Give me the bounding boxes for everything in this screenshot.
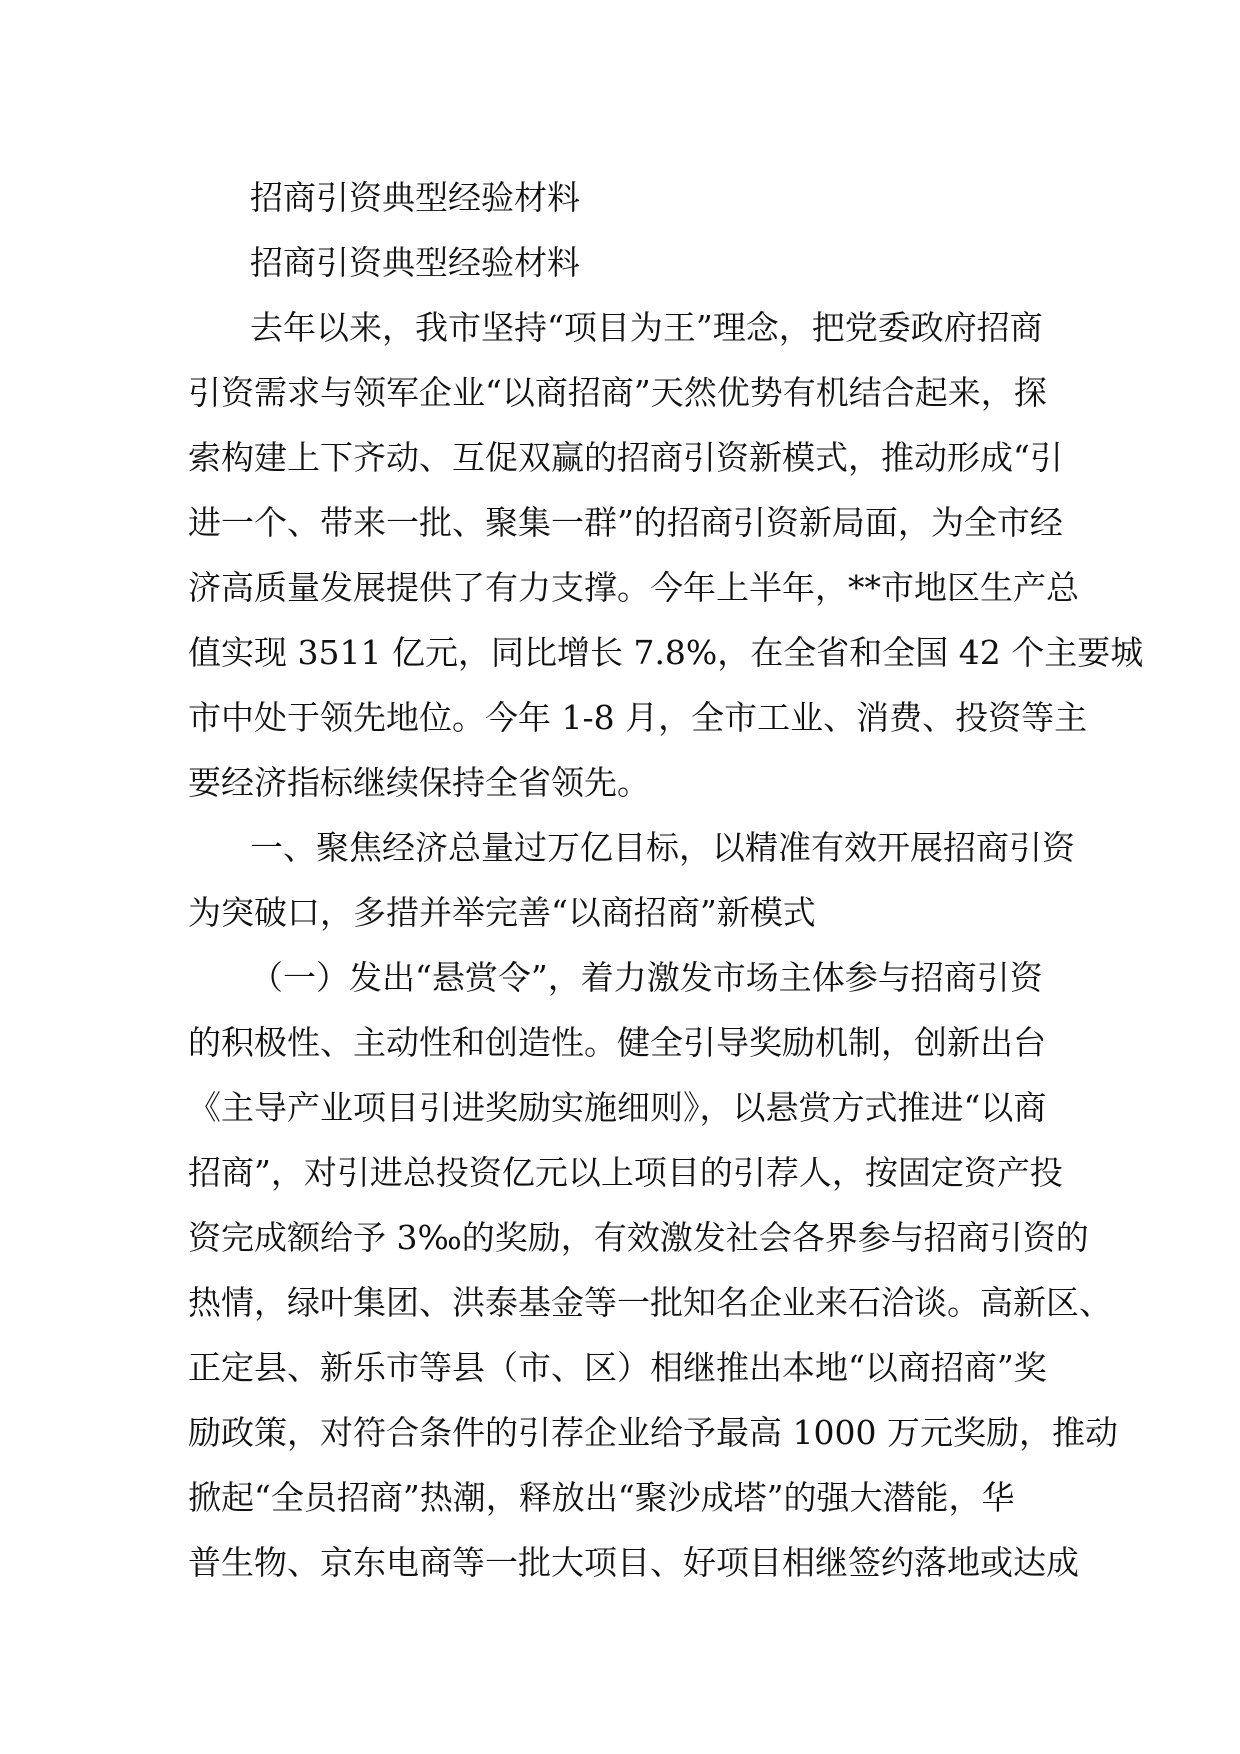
paragraph-line: 值实现 3511 亿元，同比增长 7.8%，在全省和全国 42 个主要城 bbox=[188, 633, 1144, 672]
paragraph-line: 资完成额给予 3‰的奖励，有效激发社会各界参与招商引资的 bbox=[188, 1218, 1089, 1257]
paragraph-line: 的积极性、主动性和创造性。健全引导奖励机制，创新出台 bbox=[188, 1023, 1046, 1062]
paragraph-line: 热情，绿叶集团、洪泰基金等一批知名企业来石洽谈。高新区、 bbox=[188, 1283, 1112, 1322]
paragraph-line: （一）发出“悬赏令”，着力激发市场主体参与招商引资 bbox=[250, 958, 1043, 997]
paragraph-line: 进一个、带来一批、聚集一群”的招商引资新局面，为全市经 bbox=[188, 503, 1063, 542]
paragraph-line: 正定县、新乐市等县（市、区）相继推出本地“以商招商”奖 bbox=[188, 1348, 1047, 1387]
paragraph-line: 市中处于领先地位。今年 1-8 月，全市工业、消费、投资等主 bbox=[188, 698, 1088, 737]
paragraph-line: 掀起“全员招商”热潮，释放出“聚沙成塔”的强大潜能，华 bbox=[188, 1478, 1015, 1517]
paragraph-line: 要经济指标继续保持全省领先。 bbox=[188, 763, 650, 802]
section-heading-line: 为突破口，多措并举完善“以商招商”新模式 bbox=[188, 893, 816, 932]
document-title: 招商引资典型经验材料 bbox=[250, 178, 580, 217]
paragraph-line: 去年以来，我市坚持“项目为王”理念，把党委政府招商 bbox=[250, 308, 1043, 347]
paragraph-line: 济高质量发展提供了有力支撑。今年上半年，**市地区生产总 bbox=[188, 568, 1079, 607]
paragraph-line: 励政策，对符合条件的引荐企业给予最高 1000 万元奖励，推动 bbox=[188, 1413, 1118, 1452]
paragraph-line: 普生物、京东电商等一批大项目、好项目相继签约落地或达成 bbox=[188, 1543, 1079, 1582]
paragraph-line: 招商”，对引进总投资亿元以上项目的引荐人，按固定资产投 bbox=[188, 1153, 1063, 1192]
document-title-repeat: 招商引资典型经验材料 bbox=[250, 243, 580, 282]
paragraph-line: 引资需求与领军企业“以商招商”天然优势有机结合起来，探 bbox=[188, 373, 1047, 412]
paragraph-line: 索构建上下齐动、互促双赢的招商引资新模式，推动形成“引 bbox=[188, 438, 1063, 477]
section-heading-line: 一、聚焦经济总量过万亿目标，以精准有效开展招商引资 bbox=[250, 828, 1075, 867]
paragraph-line: 《主导产业项目引进奖励实施细则》，以悬赏方式推进“以商 bbox=[188, 1088, 1047, 1127]
